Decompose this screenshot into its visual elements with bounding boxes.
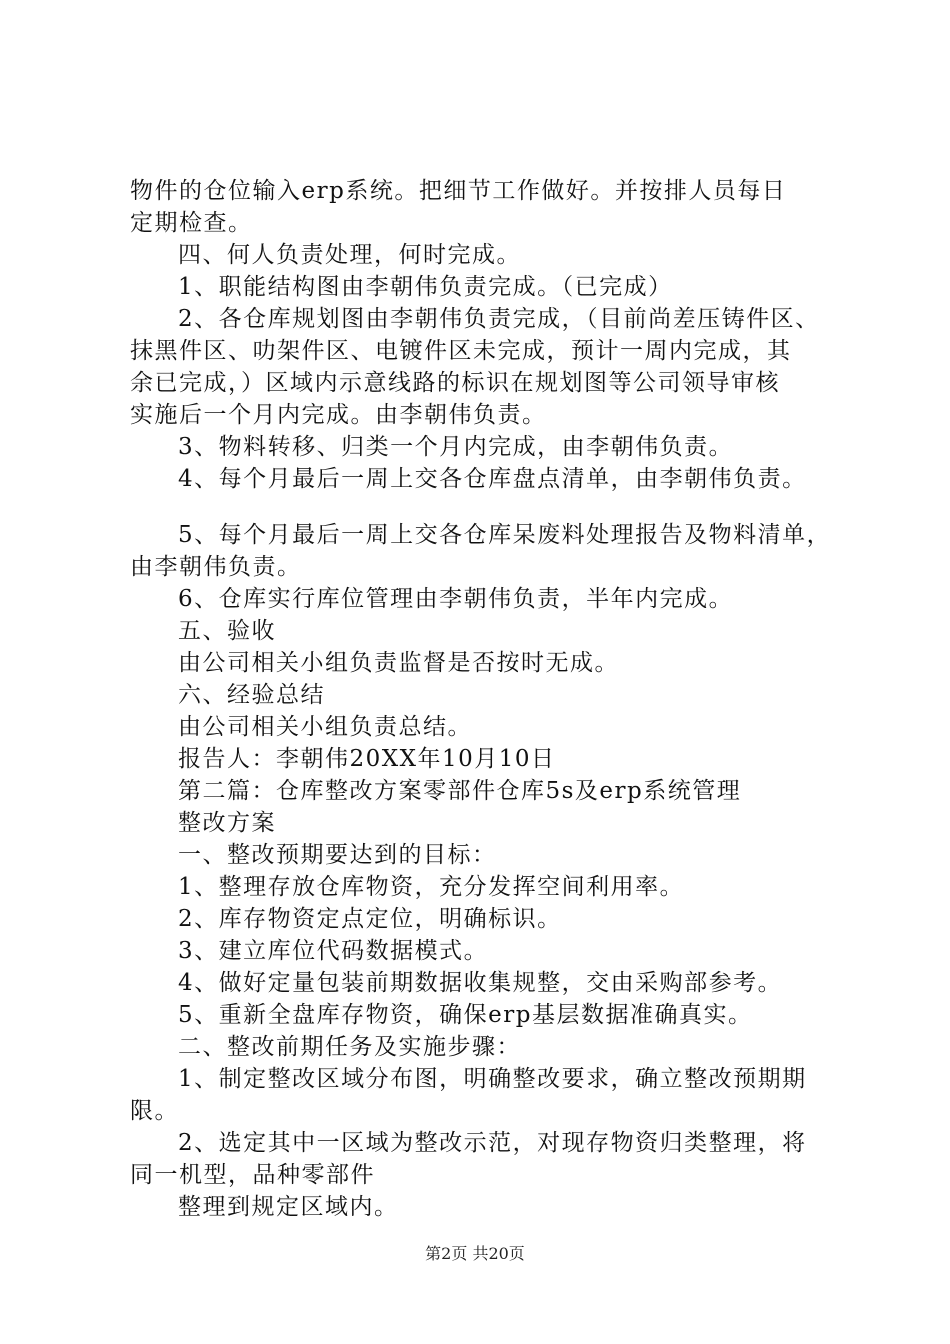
- report-signature: 报告人：李朝伟20XX年10月10日: [178, 746, 556, 772]
- text-line: 实施后一个月内完成。由李朝伟负责。: [130, 402, 547, 428]
- text-line: 6、仓库实行库位管理由李朝伟负责，半年内完成。: [178, 586, 734, 612]
- text-line: 定期检查。: [130, 210, 253, 236]
- section-heading: 四、何人负责处理，何时完成。: [178, 242, 521, 268]
- text-line: 物件的仓位输入erp系统。把细节工作做好。并按排人员每日: [130, 178, 787, 204]
- chapter-subtitle: 整改方案: [178, 810, 276, 836]
- text-line: 限。: [130, 1098, 179, 1124]
- text-line: 由公司相关小组负责总结。: [178, 714, 472, 740]
- paragraph-gap: [130, 495, 840, 519]
- text-line: 4、每个月最后一周上交各仓库盘点清单，由李朝伟负责。: [178, 466, 807, 492]
- text-line: 整理到规定区域内。: [178, 1194, 399, 1220]
- text-line: 1、制定整改区域分布图，明确整改要求，确立整改预期期: [178, 1066, 807, 1092]
- section-heading: 五、验收: [178, 618, 276, 644]
- text-line: 由李朝伟负责。: [130, 554, 302, 580]
- text-line: 2、各仓库规划图由李朝伟负责完成，（目前尚差压铸件区、: [178, 306, 820, 332]
- document-body: [130, 175, 840, 1223]
- text-line: 5、重新全盘库存物资，确保erp基层数据准确真实。: [178, 1002, 753, 1028]
- text-line: 3、建立库位代码数据模式。: [178, 938, 489, 964]
- chapter-title: 第二篇：仓库整改方案零部件仓库5s及erp系统管理: [178, 778, 742, 804]
- text-line: 同一机型，品种零部件: [130, 1162, 375, 1188]
- page-footer: 第2页 共20页: [425, 1244, 525, 1263]
- text-line: 由公司相关小组负责监督是否按时无成。: [178, 650, 619, 676]
- text-line: 1、整理存放仓库物资，充分发挥空间利用率。: [178, 874, 685, 900]
- section-heading: 一、整改预期要达到的目标：: [178, 842, 497, 868]
- section-heading: 二、整改前期任务及实施步骤：: [178, 1034, 521, 1060]
- text-line: 5、每个月最后一周上交各仓库呆废料处理报告及物料清单，: [178, 522, 832, 548]
- text-line: 1、职能结构图由李朝伟负责完成。（已完成）: [178, 274, 673, 300]
- section-heading: 六、经验总结: [178, 682, 325, 708]
- text-line: 4、做好定量包装前期数据收集规整，交由采购部参考。: [178, 970, 783, 996]
- text-line: 3、物料转移、归类一个月内完成，由李朝伟负责。: [178, 434, 734, 460]
- text-line: 2、选定其中一区域为整改示范，对现存物资归类整理，将: [178, 1130, 807, 1156]
- text-line: 2、库存物资定点定位，明确标识。: [178, 906, 562, 932]
- text-line: 抹黑件区、叻架件区、电镀件区未完成，预计一周内完成，其: [130, 338, 792, 364]
- text-line: 余已完成，）区域内示意线路的标识在规划图等公司领导审核: [130, 370, 780, 396]
